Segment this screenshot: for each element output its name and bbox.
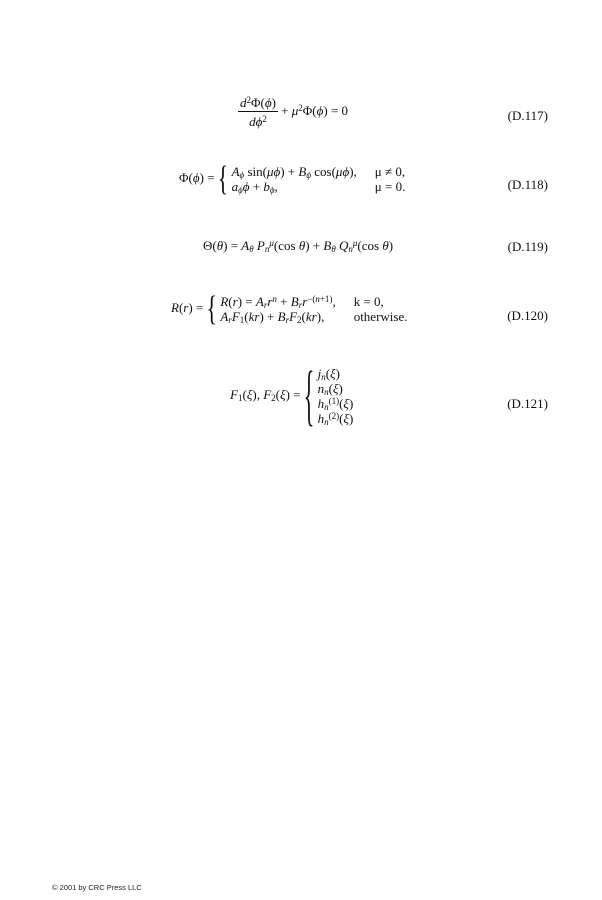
equation-d121 — [0, 355, 602, 440]
copyright-footer: © 2001 by CRC Press LLC — [52, 883, 142, 892]
equation-body: $\Theta(\theta) = A_\theta$ $P_n^\mu(\cos$ $\theta) + B_\theta$ $Q_n^\mu(\cos$ θ) — [203, 237, 394, 255]
equation-body: $\frac{d^2\Phi(\phi)}{d\phi^2}$ + $\mu^2\Phi(\phi) = 0$ — [240, 94, 349, 129]
case-condition: otherwise. — [353, 309, 408, 324]
equation-body: $F_1(\xi)$, $F_2(\xi)$ = { $j_n(\xi)$ $n_n(\xi)$ $h_n^{(1)}(\xi)$ $h_n^{(2)}(\xi)$ — [230, 355, 354, 434]
case-condition: k = 0, — [353, 294, 384, 309]
cases: $R(r) = A_rr^n + B_rr^{-(n+1)}$, k = 0, $A_rF_1(kr) + B_rF_2(kr)$, otherwise. — [220, 293, 408, 326]
equation-number: (D.120) — [507, 308, 548, 323]
case-condition: μ = 0. — [374, 179, 406, 194]
equation-number: (D.121) — [507, 396, 548, 411]
case-condition: μ ≠ 0, — [374, 164, 406, 179]
equation-number: (D.117) — [507, 108, 548, 123]
equation-body: R(r) = { $R(r) = A_rr^n + B_rr^{-(n+1)}$, k = 0, $A_rF_1(kr) + B_rF_2(kr)$, otherwise. — [171, 288, 408, 329]
equation-number: (D.118) — [507, 177, 548, 192]
equation-body: Φ(ϕ) = { $A_\phi$ $\sin(\mu\phi) + B_\phi$ cos(μϕ), μ ≠ 0, $a_\phi\phi + b_\phi$, μ = 0. — [179, 158, 406, 199]
cases: $j_n(\xi)$ $n_n(\xi)$ $h_n^{(1)}(\xi)$ $h_n^{(2)}(\xi)$ — [317, 366, 354, 428]
equation-number: (D.119) — [507, 239, 548, 254]
left-brace: { — [217, 158, 229, 199]
equation-d120 — [0, 288, 602, 336]
cases: $A_\phi$ $\sin(\mu\phi) + B_\phi$ cos(μϕ), μ ≠ 0, $a_\phi\phi + b_\phi$, μ = 0. — [231, 164, 406, 196]
left-brace: { — [303, 355, 315, 434]
left-brace: { — [206, 288, 218, 329]
equation-d119 — [0, 234, 602, 258]
fraction: $\frac{d^2\Phi(\phi)}{d\phi^2}$ — [240, 94, 276, 129]
equation-d118 — [0, 158, 602, 204]
equation-d117 — [0, 92, 602, 132]
